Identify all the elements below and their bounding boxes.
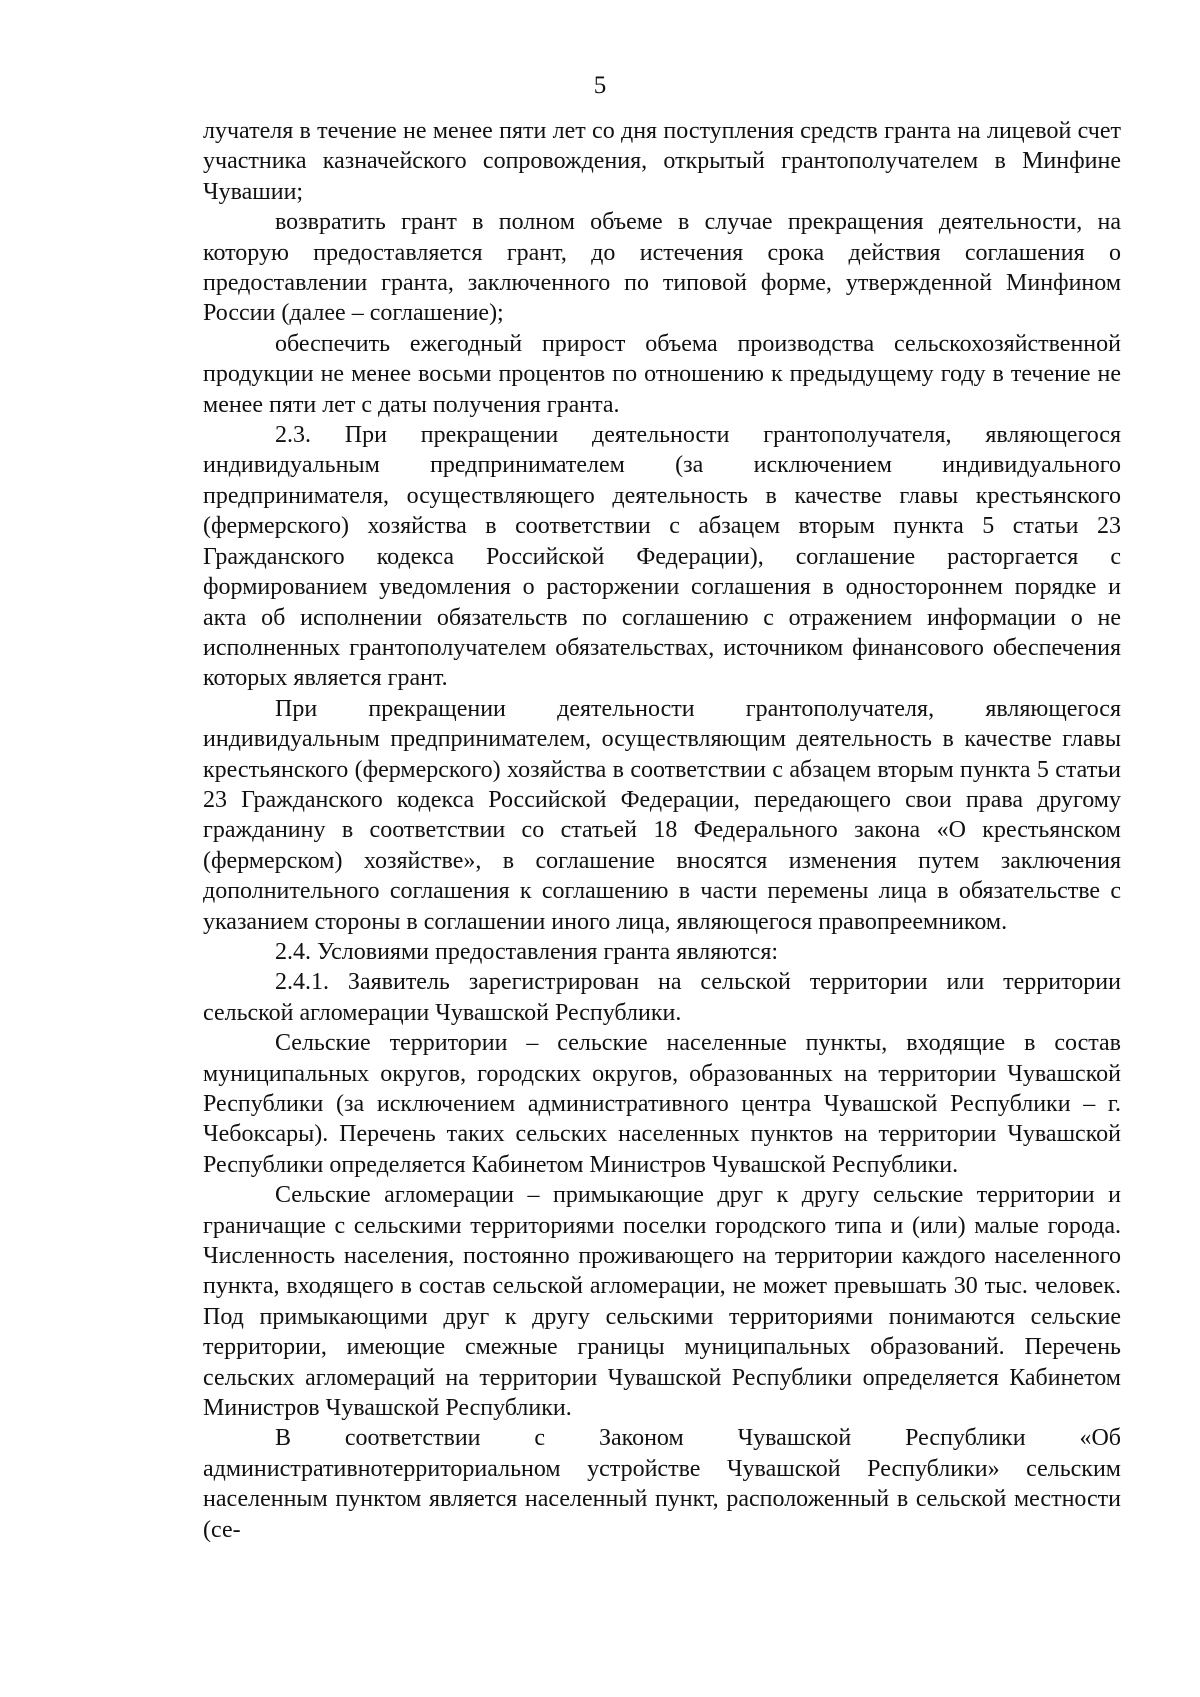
paragraph: 2.4.1. Заявитель зарегистрирован на сельской территории или территории сельской агломерации Чувашской Республики. [203,969,1121,1026]
paragraph: лучателя в течение не менее пяти лет со дня поступления средств гранта на лицевой счет участника казначейского сопровождения, открытый грантополучателем в Минфине Чувашии; [203,118,1121,205]
paragraph: обеспечить ежегодный прирост объема производства сельскохозяйственной продукции не менее восьми процентов по отношению к предыдущему году в течение не менее пяти лет с даты получения гранта. [203,330,1121,418]
paragraph: Сельские территории – сельские населенные пункты, входящие в состав муниципальных округов, городских округов, образованных на территории Чувашской Республики (за исключением административного центра Чувашской Республики – г. Чебоксары). Перечень таких сельских населенных пунктов на территории Чувашской Республики определяется Кабинетом Министров Чувашской Республики. [203,1030,1121,1178]
paragraph: Сельские агломерации – примыкающие друг к другу сельские территории и граничащие с сельскими территориями поселки городского типа и (или) малые города. Численность населения, постоянно проживающего на территории каждого населенного пункта, входящего в состав сельской агломерации, не может превышать 30 тыс. человек. Под примыкающими друг к другу сельскими территориями понимаются сельские территории, имеющие смежные границы муниципальных образований. Перечень сельских агломераций на территории Чувашской Республики определяется Кабинетом Министров Чувашской Республики. [203,1182,1121,1422]
paragraph: При прекращении деятельности грантополучателя, являющегося индивидуальным предпринимателем, осуществляющим деятельность в качестве главы крестьянского (фермерского) хозяйства в соответствии с абзацем вторым пункта 5 статьи 23 Гражданского кодекса Российской Федерации, передающего свои права другому гражданину в соответствии со статьей 18 Федерального закона «О крестьянском (фермерском) хозяйстве», в соглашение вносятся изменения путем заключения дополнительного соглашения к соглашению в части перемены лица в обязательстве с указанием стороны в соглашении иного лица, являющегося правопреемником. [203,695,1121,935]
paragraph: 2.4. Условиями предоставления гранта являются: [275,938,779,965]
document-body [203,116,1121,1545]
paragraph: 2.3. При прекращении деятельности грантополучателя, являющегося индивидуальным предпринимателем (за исключением индивидуального предпринимателя, осуществляющего деятельность в качестве главы крестьянского (фермерского) хозяйства в соответствии с абзацем вторым пункта 5 статьи 23 Гражданского кодекса Российской Федерации), соглашение расторгается с формированием уведомления о расторжении соглашения в одностороннем порядке и акта об исполнении обязательств по соглашению с отражением информации о не исполненных грантополучателем обязательствах, источником финансового обеспечения которых является грант. [203,422,1121,692]
paragraph: возвратить грант в полном объеме в случае прекращения деятельности, на которую предоставляется грант, до истечения срока действия соглашения о предоставлении гранта, заключенного по типовой форме, утвержденной Минфином России (далее – соглашение); [203,209,1121,327]
paragraph: В соответствии с Законом Чувашской Республики «Об административнотерриториальном устройстве Чувашской Республики» сельским населенным пунктом является населенный пункт, расположенный в сельской местности (се- [203,1425,1121,1543]
page-number: 5 [593,72,607,99]
